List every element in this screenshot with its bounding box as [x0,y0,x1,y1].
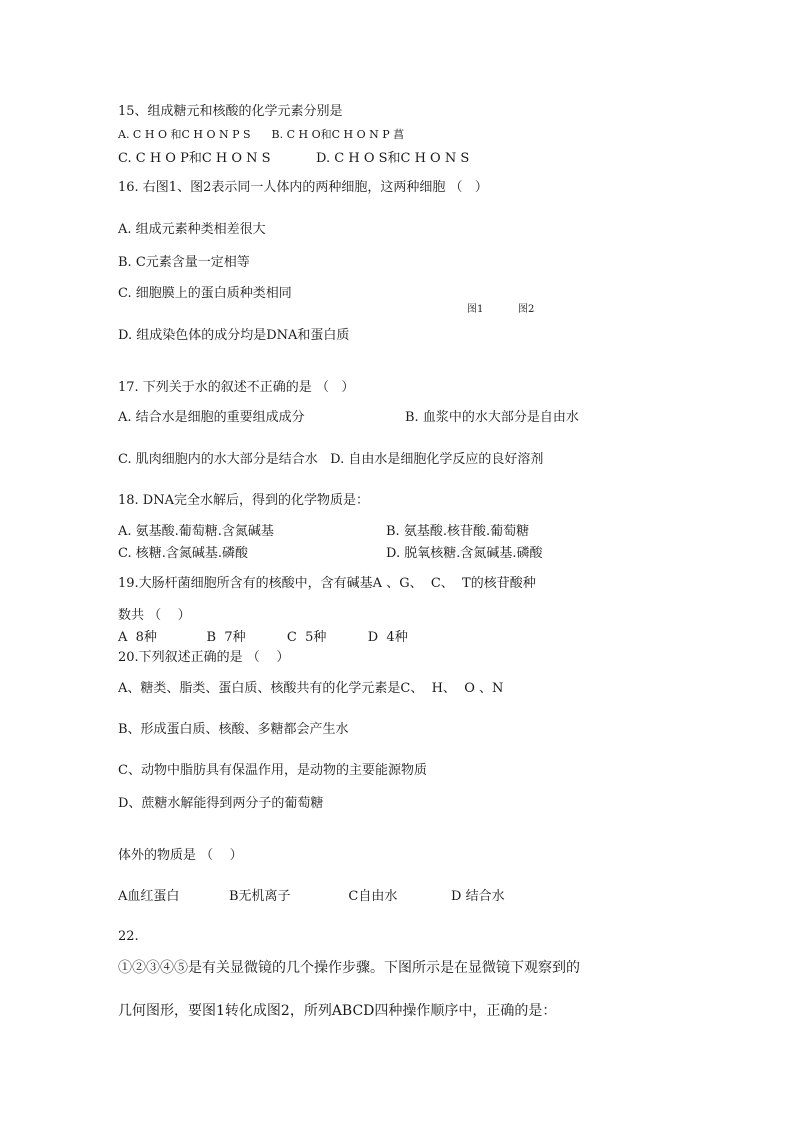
q21-stem: 体外的物质是 （ ） [118,848,243,863]
q22-number: 22. [118,929,139,944]
q16-option-c: C. 细胞膜上的蛋白质种类相同 [118,286,292,301]
q16-option-d: D. 组成染色体的成分均是DNA和蛋白质 [118,328,350,343]
q15-options-row1: A. C H O 和C H O N P S B. C H O和C H O N P 菖 [118,128,405,141]
q20-option-d: D、蔗糖水解能得到两分子的葡萄糖 [118,796,324,811]
q19-stem: 19.大肠杆菌细胞所含有的核酸中，含有碱基A 、G、 C、 T的核苷酸种 [118,576,536,591]
q17-option-b: B. 血浆中的水大部分是自由水 [405,410,579,425]
q18-option-b: B. 氨基酸.核苷酸.葡萄糖 [386,524,530,539]
q17-option-cd: C. 肌肉细胞内的水大部分是结合水 D. 自由水是细胞化学反应的良好溶剂 [118,452,544,467]
q20-option-c: C、动物中脂肪具有保温作用，是动物的主要能源物质 [118,763,427,778]
q18-option-a: A. 氨基酸.葡萄糖.含氮碱基 [118,524,274,539]
q17-stem: 17. 下列关于水的叙述不正确的是 （ ） [118,380,355,395]
q21-options: A血红蛋白 B无机离子 C自由水 D 结合水 [118,889,505,904]
q19-options: A 8种 B 7种 C 5种 D 4种 [118,630,408,645]
q19-stem-cont: 数共 （ ） [118,608,191,623]
q22-line1: ①②③④⑤是有关显微镜的几个操作步骤。下图所示是在显微镜下观察到的 [118,960,580,976]
q16-option-b: B. C元素含量一定相等 [118,255,250,270]
q15-stem: 15、组成糖元和核酸的化学元素分别是 [118,104,343,119]
q15-options-row2: C. C H O P和C H O N S D. C H O S和C H O N S [118,151,470,166]
q20-stem: 20.下列叙述正确的是 （ ） [118,650,290,665]
q22-line2: 几何图形，要图1转化成图2，所列ABCD四种操作顺序中，正确的是： [118,1003,557,1019]
q20-option-b: B、形成蛋白质、核酸、多糖都会产生水 [118,722,349,737]
q16-option-a: A. 组成元素种类相差很大 [118,222,266,237]
q18-option-c: C. 核糖.含氮碱基.磷酸 [118,546,249,561]
q17-option-a: A. 结合水是细胞的重要组成成分 [118,410,305,425]
q16-stem: 16. 右图1、图2表示同一人体内的两种细胞，这两种细胞 （ ） [118,180,488,195]
q18-stem: 18. DNA完全水解后，得到的化学物质是： [118,493,369,508]
q20-option-a: A、糖类、脂类、蛋白质、核酸共有的化学元素是C、 H、 O 、N [118,681,504,696]
figure-2-caption: 图2 [518,304,535,315]
figure-1-caption: 图1 [467,304,484,315]
q18-option-d: D. 脱氧核糖.含氮碱基.磷酸 [386,546,543,561]
